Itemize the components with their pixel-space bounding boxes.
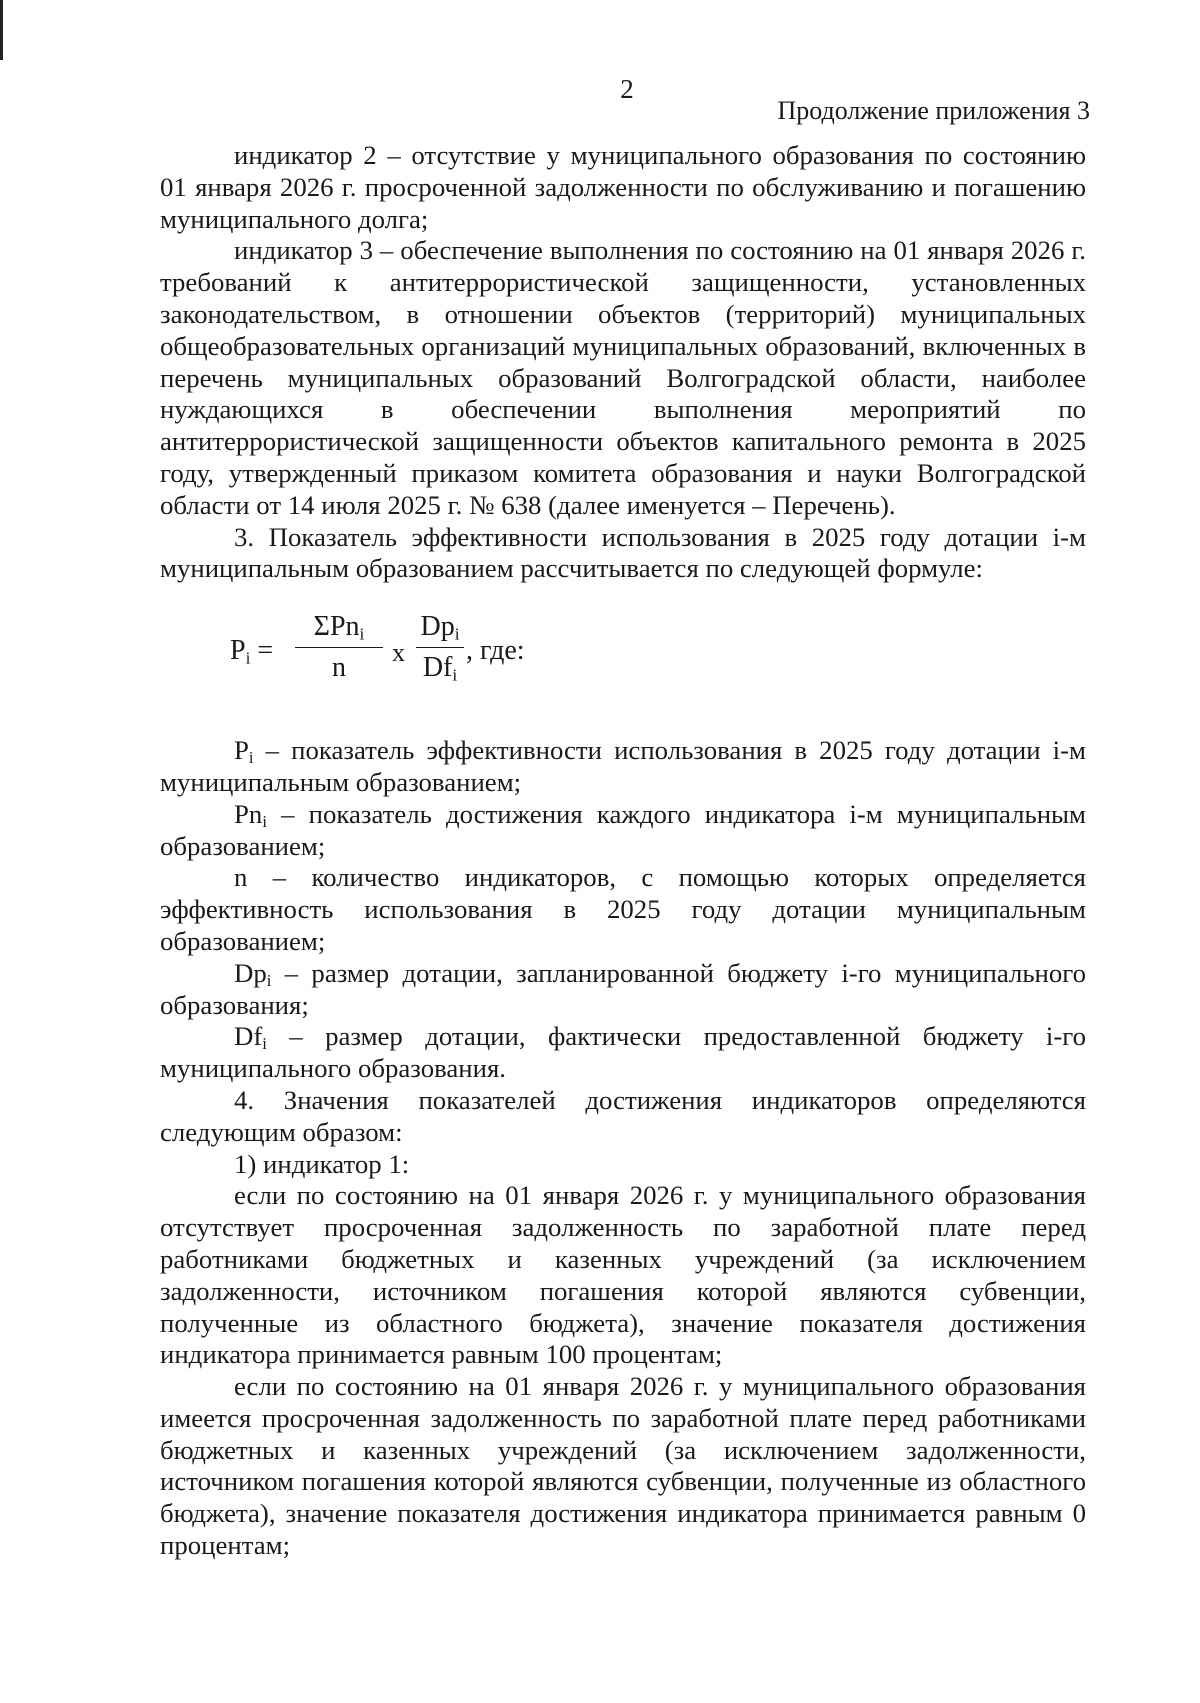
paragraph-indicator-1-heading: 1) индикатор 1: [234,1148,410,1179]
formula-dp-subscript: i [454,624,460,644]
paragraph-indicator-2: индикатор 2 – отсутствие у муниципального образования по состоянию 01 января 2026 г. просроченной задолженности по обслуживанию и погашению муниципального долга; [160,140,1086,234]
formula-df-symbol: Df [422,651,453,683]
paragraph-indicator-3: индикатор 3 – обеспечение выполнения по состоянию на 01 января 2026 г. требований к антитеррористической защищенности, установленных законодательством, в отношении объектов (территорий) муниципальных общеобразовательных организаций муниципальных образований, включенных в перечень муниципальных образований Волгоградской области, наиболее нуждающихся в обеспечении выполнения мероприятий по антитеррористической защищенности объектов капитального ремонта в 2025 году, утвержденный приказом комитета образования и науки Волгоградской области от 14 июля 2025 г. № 638 (далее именуется – Перечень). [160,235,1086,520]
formula-ratio-numerator [416,611,464,648]
formula-equals: = [250,635,274,667]
definition-text: – размер дотации, запланированной бюджету i-го муниципального образования; [160,957,1086,1020]
definition-symbol: Pn [234,798,263,829]
spacer [160,725,1086,735]
formula-lhs [230,635,273,667]
definition-text: – количество индикаторов, с помощью которых определяется эффективность использования в 2025 году дотации муниципальным образованием; [160,862,1086,956]
definition-pni [160,799,1086,863]
formula-sum-symbol: ΣPn [313,611,360,643]
paragraph-section-3: 3. Показатель эффективности использования в 2025 году дотации i-м муниципальным образованием рассчитывается по следующей формуле: [160,521,1086,584]
definition-symbol: Dp [234,957,267,988]
formula-lhs-subscript: i [245,648,251,668]
page-number: 2 [620,74,634,104]
definition-text: – показатель эффективности использования в 2025 году дотации i-м муниципальным образованием; [160,735,1086,797]
formula-dp-symbol: Dp [420,611,455,643]
scan-edge [0,0,3,60]
formula-sum-subscript: i [359,624,365,644]
definition-n [160,862,1086,957]
efficiency-formula [160,585,1086,725]
definition-dpi [160,958,1086,1022]
formula-fraction-ratio [416,611,464,684]
formula-df-subscript: i [452,665,458,685]
formula-sum-numerator [295,611,383,648]
formula-lhs-symbol: P [230,635,246,667]
document-body [160,140,1086,1562]
definition-pi [160,735,1086,799]
formula-where: , где: [466,635,525,667]
definition-symbol: n [234,862,248,893]
paragraph-section-4: 4. Значения показателей достижения индикаторов определяются следующим образом: [160,1084,1086,1147]
definition-symbol: Df [234,1021,263,1052]
definition-subscript: i [248,748,254,768]
definition-subscript: i [262,1034,267,1054]
formula-fraction-sum [295,611,383,684]
formula-multiply: x [392,638,405,668]
formula-ratio-denominator [416,648,464,684]
definition-dfi [160,1021,1086,1085]
definition-subscript: i [266,970,272,990]
appendix-continuation-note: Продолжение приложения 3 [777,96,1090,125]
paragraph-indicator-1-case-present: если по состоянию на 01 января 2026 г. у муниципального образования имеется просроченная задолженность по заработной плате перед работниками бюджетных и казенных учреждений (за исключением задолженности, источником погашения которой являются субвенции, полученные из областного бюджета), значение показателя достижения индикатора принимается равным 0 процентам; [160,1371,1086,1561]
definition-text: – показатель достижения каждого индикатора i-м муниципальным образованием; [160,798,1086,861]
definition-text: – размер дотации, фактически предоставленной бюджету i-го муниципального образования. [160,1021,1086,1084]
definition-subscript: i [262,811,267,831]
paragraph-indicator-1-case-absent: если по состоянию на 01 января 2026 г. у муниципального образования отсутствует просроченная задолженность по заработной плате перед работниками бюджетных и казенных учреждений (за исключением задолженности, источником погашения которой являются субвенции, полученные из областного бюджета), значение показателя достижения индикатора принимается равным 100 процентам; [160,1180,1086,1370]
formula-sum-denominator: n [332,651,346,683]
definition-symbol: P [234,735,249,766]
